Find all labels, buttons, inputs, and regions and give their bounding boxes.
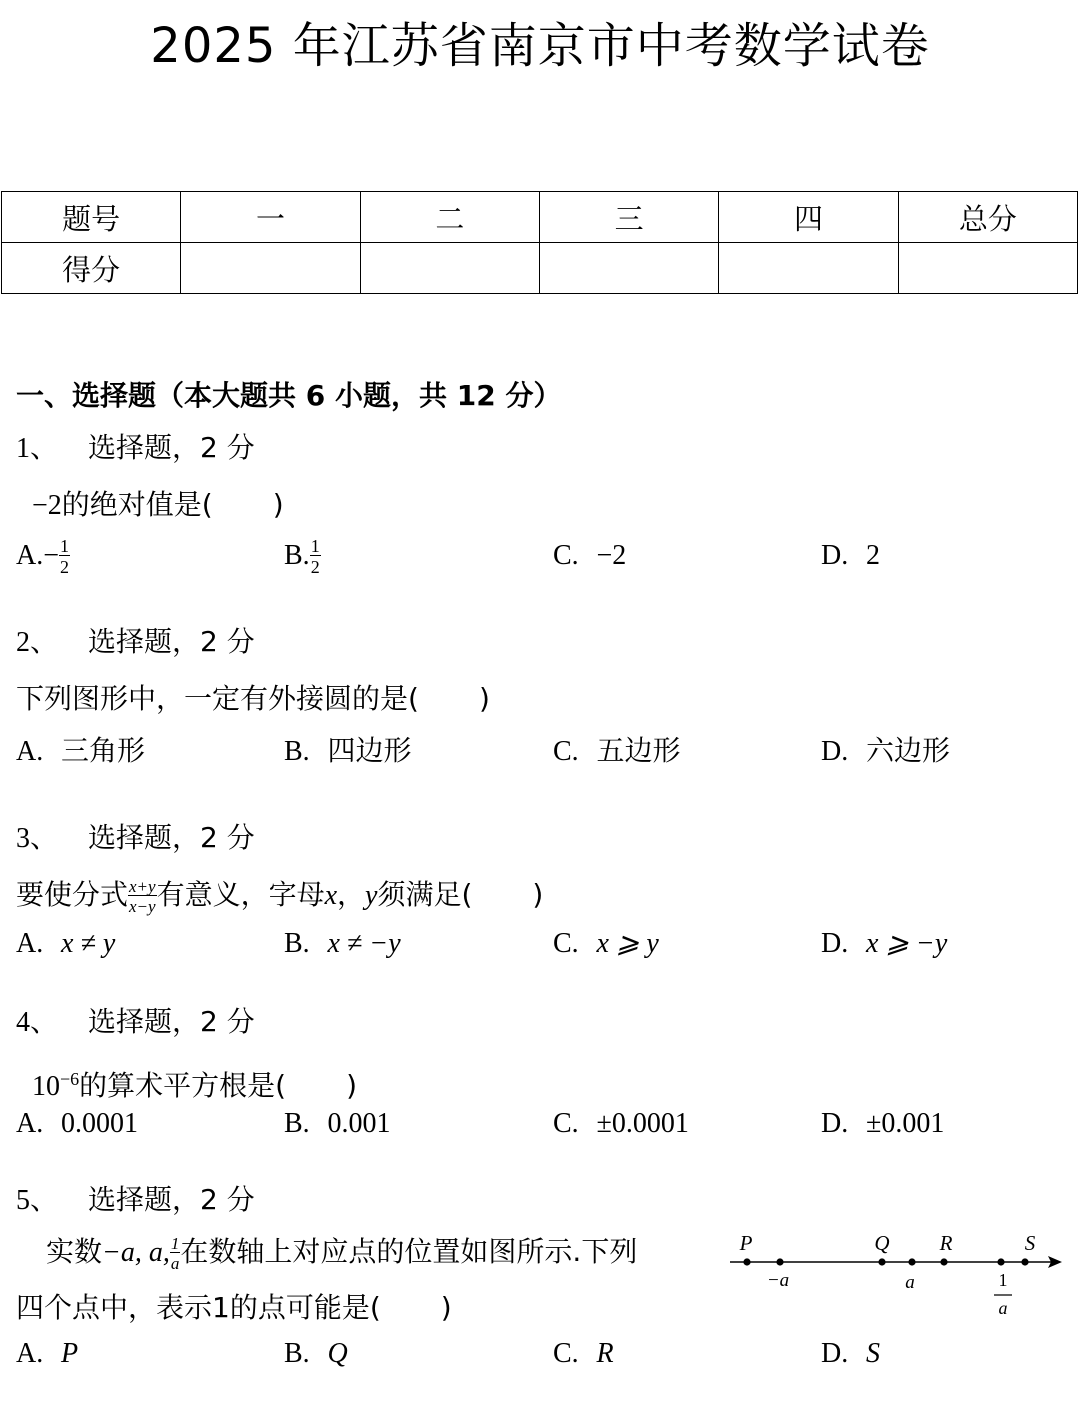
question-label: 选择题，2 分 (88, 821, 255, 854)
question-label: 选择题，2 分 (88, 1183, 255, 1216)
option-b[interactable] (284, 1100, 391, 1147)
option-key: B. (284, 928, 310, 959)
option-key: D. (821, 1108, 849, 1139)
question-number: 2、 (16, 627, 59, 658)
option-d[interactable] (821, 532, 880, 579)
fraction-denominator: a (170, 1253, 180, 1273)
option-text: −2 (596, 540, 627, 571)
option-c[interactable] (553, 920, 659, 967)
option-key: C. (553, 928, 579, 959)
label-q: Q (874, 1231, 890, 1255)
question-3-header (16, 818, 255, 859)
option-text: 四边形 (327, 734, 412, 767)
point-q-dot (878, 1258, 885, 1265)
question-5-stem-line-1 (46, 1231, 637, 1274)
option-c[interactable] (553, 728, 681, 775)
label-inv-num: 1 (998, 1270, 1008, 1290)
stem-fraction (170, 1235, 181, 1272)
option-text: x ⩾ −y (866, 928, 948, 959)
score-table-header-row (2, 192, 1078, 243)
question-1-stem (32, 484, 284, 527)
stem-close: ) (478, 682, 490, 715)
fraction-numerator: 1 (170, 1233, 180, 1253)
stem-text: 实数 (46, 1235, 103, 1268)
number-line-figure (720, 1222, 1070, 1326)
option-text: 0.001 (327, 1108, 391, 1139)
option-text: S (866, 1338, 881, 1369)
question-2-stem (16, 678, 490, 720)
option-d[interactable] (821, 728, 950, 775)
option-text: R (596, 1338, 614, 1369)
option-d[interactable] (821, 920, 947, 967)
option-key: A. (16, 928, 44, 959)
stem-variable: x (324, 880, 338, 911)
question-4-header (16, 1002, 255, 1043)
label-neg-a: −a (766, 1270, 790, 1291)
question-3-stem (16, 874, 543, 917)
option-key: B. (284, 1338, 310, 1369)
option-text: 五边形 (596, 734, 681, 767)
stem-value: −2 (32, 490, 62, 521)
point-s-dot (1021, 1258, 1028, 1265)
score-header-cell: 一 (181, 192, 360, 243)
stem-close: ) (440, 1291, 452, 1324)
point-r-dot (940, 1258, 947, 1265)
option-key: A. (16, 540, 44, 571)
option-c[interactable] (553, 532, 626, 579)
score-header-cell: 二 (360, 192, 539, 243)
option-key: B. (284, 1108, 310, 1139)
score-cell[interactable] (898, 243, 1077, 294)
option-key: C. (553, 1338, 579, 1369)
fraction-numerator: 1 (310, 535, 320, 556)
question-number: 5、 (16, 1185, 59, 1216)
point-p-dot (743, 1258, 750, 1265)
score-row-label: 得分 (2, 243, 181, 294)
stem-base: 10 (32, 1071, 60, 1102)
option-a[interactable] (16, 920, 115, 967)
option-text: P (61, 1338, 79, 1369)
fraction-numerator: 1 (60, 535, 70, 556)
score-cell[interactable] (181, 243, 360, 294)
option-key: D. (821, 928, 849, 959)
option-b[interactable] (284, 920, 401, 967)
option-b[interactable] (284, 1330, 348, 1377)
option-key: D. (821, 736, 849, 767)
label-s: S (1024, 1231, 1036, 1255)
score-table (1, 191, 1078, 294)
option-key: D. (821, 540, 849, 571)
label-inv-den: a (998, 1298, 1008, 1318)
option-b[interactable] (284, 532, 321, 579)
question-label: 选择题，2 分 (88, 431, 255, 464)
stem-text: 在数轴上对应点的位置如图所示.下列 (180, 1235, 638, 1268)
stem-text: 的绝对值是( (61, 488, 213, 521)
option-c[interactable] (553, 1100, 689, 1147)
question-2-options (16, 728, 1080, 774)
question-3-options (16, 920, 1080, 966)
score-header-cell: 三 (539, 192, 718, 243)
option-key: A. (16, 736, 44, 767)
question-4-options (16, 1100, 1080, 1146)
question-number: 4、 (16, 1007, 59, 1038)
option-a[interactable] (16, 1330, 78, 1377)
option-key: C. (553, 1108, 579, 1139)
option-text: 0.0001 (61, 1108, 139, 1139)
stem-text: 四个点中，表示1的点可能是( (16, 1291, 381, 1324)
option-text: ±0.001 (866, 1108, 945, 1139)
question-5-header (16, 1180, 255, 1221)
stem-fraction (128, 878, 157, 915)
option-a[interactable] (16, 1100, 138, 1147)
option-key: C. (553, 736, 579, 767)
stem-close: ) (272, 488, 284, 521)
stem-variables: −a, a, (102, 1237, 170, 1268)
stem-comma: ， (337, 878, 366, 911)
stem-text: 的算术平方根是( (79, 1069, 287, 1102)
stem-close: ) (346, 1069, 358, 1102)
score-header-cell: 四 (719, 192, 898, 243)
option-text: 三角形 (61, 734, 146, 767)
score-cell[interactable] (360, 243, 539, 294)
option-text: ±0.0001 (596, 1108, 689, 1139)
score-header-cell: 总分 (898, 192, 1077, 243)
question-label: 选择题，2 分 (88, 1005, 255, 1038)
stem-text: 要使分式 (16, 878, 129, 911)
score-table-score-row (2, 243, 1078, 294)
option-key: D. (821, 1338, 849, 1369)
stem-text: 有意义，字母 (156, 878, 325, 911)
option-key: A. (16, 1338, 44, 1369)
question-2-header (16, 622, 255, 663)
stem-text: 下列图形中，一定有外接圆的是( (16, 682, 419, 715)
fraction-denominator: 2 (60, 556, 70, 577)
section-heading: 一、选择题（本大题共 6 小题，共 12 分） (16, 379, 562, 412)
option-fraction (310, 537, 321, 576)
option-text: Q (327, 1338, 348, 1369)
score-cell[interactable] (719, 243, 898, 294)
fraction-denominator: 2 (310, 556, 320, 577)
label-r: R (939, 1231, 953, 1255)
page-title: 2025 年江苏省南京市中考数学试卷 (150, 18, 930, 74)
stem-exponent: −6 (60, 1069, 80, 1089)
question-label: 选择题，2 分 (88, 625, 255, 658)
option-key: A. (16, 1108, 44, 1139)
option-a[interactable] (16, 728, 145, 775)
option-key: B. (284, 540, 310, 571)
option-key: C. (553, 540, 579, 571)
option-c[interactable] (553, 1330, 614, 1377)
question-number: 1、 (16, 433, 59, 464)
option-key: B. (284, 736, 310, 767)
score-cell[interactable] (539, 243, 718, 294)
question-5-stem-line-2 (16, 1287, 452, 1329)
option-text: x ≠ −y (327, 928, 401, 959)
stem-text: 须满足( (377, 878, 473, 911)
point-neg-a-dot (776, 1258, 783, 1265)
option-d[interactable] (821, 1100, 944, 1147)
fraction-denominator: x−y (129, 896, 156, 916)
question-5-options (16, 1330, 1080, 1376)
option-text: x ≠ y (61, 928, 116, 959)
option-fraction (59, 537, 70, 576)
option-text: 2 (866, 540, 881, 571)
option-d[interactable] (821, 1330, 880, 1377)
option-prefix: − (43, 540, 60, 571)
point-a-dot (908, 1258, 915, 1265)
label-p: P (739, 1231, 753, 1255)
stem-variable: y (365, 880, 378, 911)
score-header-cell: 题号 (2, 192, 181, 243)
question-number: 3、 (16, 823, 59, 854)
option-text: x ⩾ y (596, 928, 659, 959)
question-1-options (16, 532, 1080, 578)
label-a: a (905, 1272, 915, 1293)
option-text: 六边形 (866, 734, 951, 767)
fraction-numerator: x+y (129, 876, 156, 896)
option-b[interactable] (284, 728, 412, 775)
option-a[interactable] (16, 532, 70, 579)
point-inv-a-dot (997, 1258, 1004, 1265)
stem-close: ) (532, 878, 544, 911)
question-1-header (16, 428, 255, 469)
